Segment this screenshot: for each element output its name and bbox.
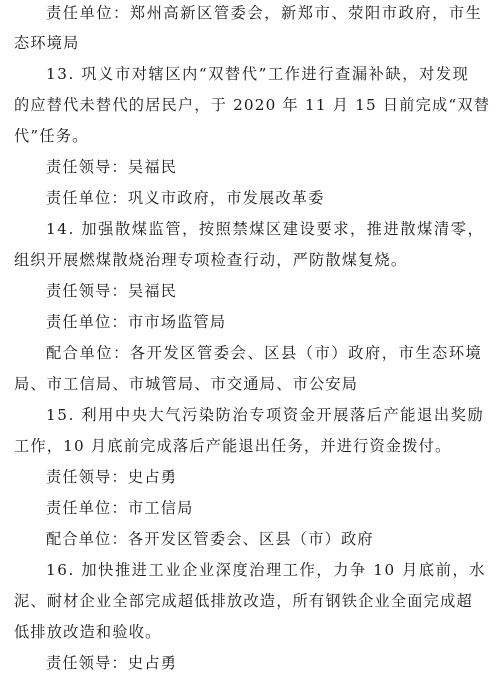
- text-line: 责任领导：史占勇: [46, 654, 178, 672]
- text-line: 代”任务。: [14, 127, 89, 145]
- text-line: 低排放改造和验收。: [14, 623, 162, 641]
- text-line: 责任单位：巩义市政府，市发展改革委: [46, 189, 325, 207]
- text-line: 责任单位：市市场监管局: [46, 313, 227, 331]
- text-line: 工作，10 月底前完成落后产能退出任务，并进行资金拨付。: [14, 437, 452, 455]
- text-line: 态环境局: [14, 34, 80, 52]
- text-line: 责任领导：史占勇: [46, 468, 178, 486]
- text-line: 组织开展燃煤散烧治理专项检查行动，严防散煤复烧。: [14, 251, 408, 269]
- text-line: 配合单位：各开发区管委会、区县（市）政府: [46, 530, 374, 548]
- text-line: 责任单位：市工信局: [46, 499, 194, 517]
- text-line: 泥、耐材企业全部完成超低排放改造，所有钢铁企业全面完成超: [14, 592, 473, 610]
- text-line: 配合单位：各开发区管委会、区县（市）政府，市生态环境: [46, 344, 483, 362]
- text-line: 的应替代未替代的居民户，于 2020 年 11 月 15 日前完成“双替: [14, 96, 491, 114]
- text-line: 13. 巩义市对辖区内“双替代”工作进行查漏补缺，对发现: [46, 65, 470, 83]
- text-line: 16. 加快推进工业企业深度治理工作，力争 10 月底前，水: [46, 561, 487, 579]
- text-line: 局、市工信局、市城管局、市交通局、市公安局: [14, 375, 359, 393]
- text-line: 责任领导：吴福民: [46, 282, 178, 300]
- text-line: 责任领导：吴福民: [46, 158, 178, 176]
- text-line: 15. 利用中央大气污染防治专项资金开展落后产能退出奖励: [46, 406, 485, 424]
- text-line: 14. 加强散煤监管，按照禁煤区建设要求，推进散煤清零，: [46, 220, 485, 238]
- text-line: 责任单位：郑州高新区管委会，新郑市、荥阳市政府，市生: [46, 4, 483, 22]
